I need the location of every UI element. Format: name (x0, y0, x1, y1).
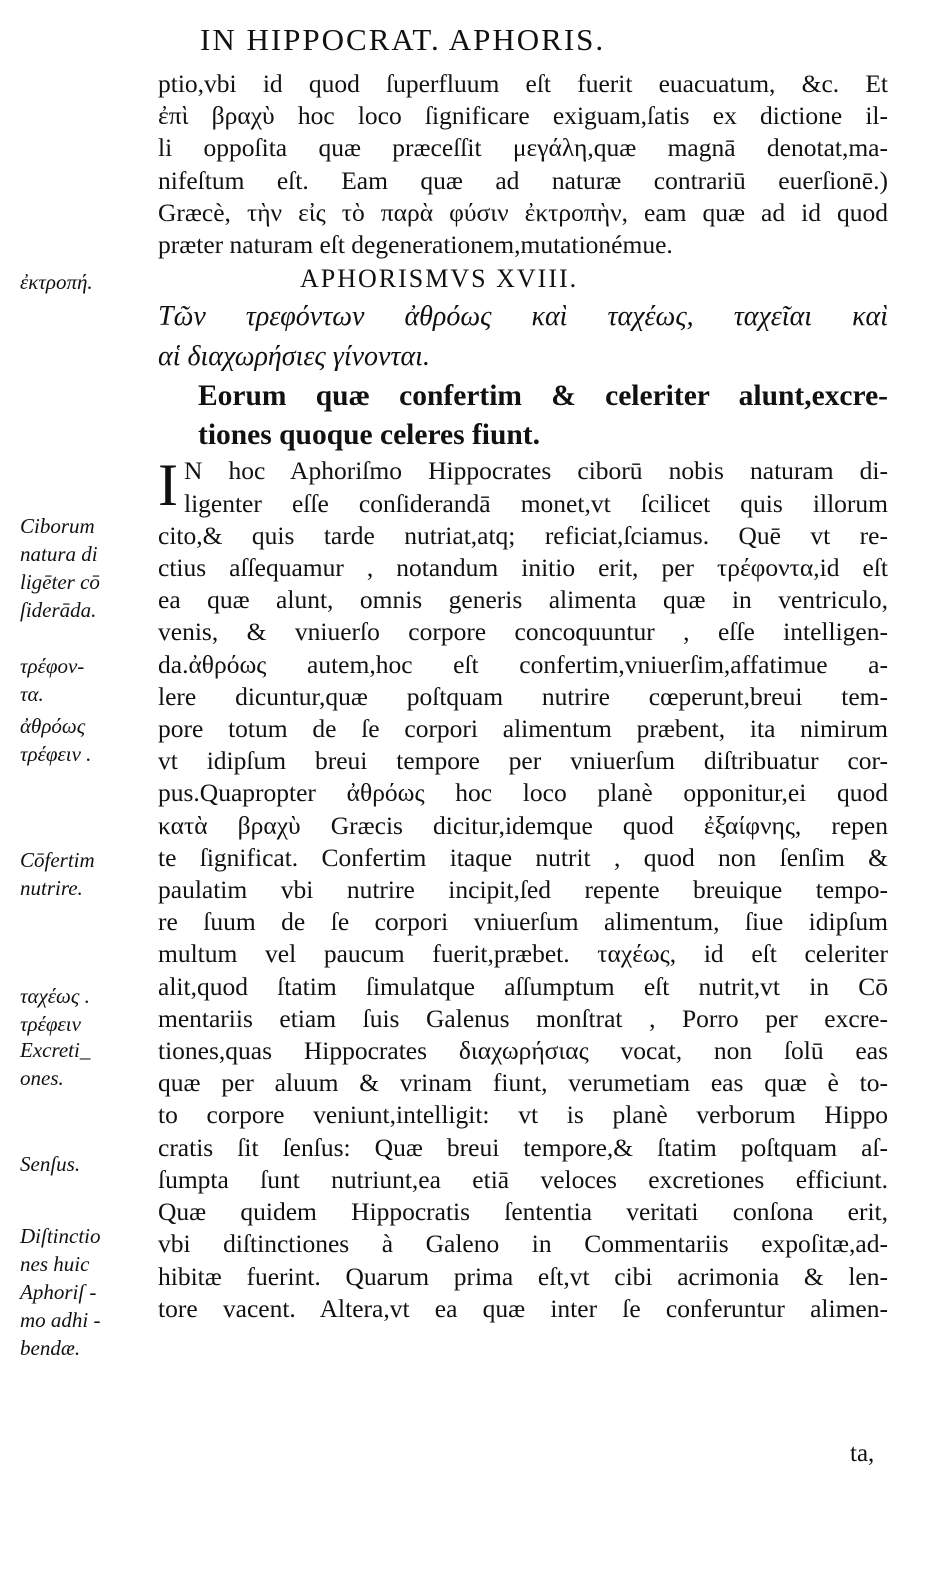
margin-line: Excreti_ (20, 1038, 91, 1062)
text-line: ea quæ alunt, omnis generis alimenta quæ in ventriculo, (158, 585, 888, 615)
text-line: hibitæ fuerint. Quarum prima eſt,vt cibi acrimonia & len- (158, 1261, 888, 1291)
latin-aphorism (198, 377, 888, 455)
text-line: li oppoſita quæ præceſſit μεγάλη,quæ magnā denotat,ma- (158, 133, 888, 163)
text-line: N hoc Aphoriſmo Hippocrates ciborū nobis naturam di- (183, 456, 888, 486)
greek-aphorism-line: Τῶν τρεφόντων ἀθρόως καὶ ταχέως, ταχεῖαι καὶ (158, 301, 888, 333)
text-line: pore totum de ſe corpori alimentum præbent, ita nimirum (158, 714, 888, 744)
running-header: IN HIPPOCRAT. APHORIS. (200, 22, 606, 57)
margin-note-athroos (20, 712, 150, 768)
text-line: Quæ quidem Hippocratis ſententia veritati conſona erit, (158, 1197, 888, 1227)
latin-aphorism-line: Eorum quæ confertim & celeriter alunt,excre- (198, 380, 888, 413)
text-line: præter naturam eſt degenerationem,mutationémue. (158, 230, 673, 260)
text-line: da.ἀθρόως autem,hoc eſt confertim,vniuerſim,affatimue a- (158, 649, 888, 679)
margin-line: Senſus. (20, 1152, 81, 1176)
margin-note-ektrope (20, 268, 150, 296)
margin-note-distinctiones (20, 1222, 150, 1362)
text-line: ligenter eſſe conſiderandā monet,vt ſcilicet quis illorum (183, 488, 888, 518)
margin-line: Diſtinctio (20, 1224, 101, 1248)
drop-capital: I (158, 452, 178, 519)
greek-aphorism-line: αἱ διαχωρήσιες γίνονται. (158, 341, 430, 373)
text-line: lere dicuntur,quæ poſtquam nutrire cœperunt,breui tem- (158, 681, 888, 711)
text-line: re ſuum de ſe corpori vniuerſum alimentum, ſiue idipſum (158, 907, 888, 937)
margin-line: τα. (20, 682, 44, 706)
margin-note-ciborum (20, 512, 150, 624)
text-line: ἐπὶ βραχὺ hoc loco ſignificare exiguam,ſatis ex dictione il- (158, 101, 888, 131)
text-line: tiones,quas Hippocrates διαχωρήσιας vocat, non ſolū eas (158, 1036, 888, 1066)
margin-note-excretiones (20, 1036, 150, 1092)
text-line: vt idipſum breui tempore per vniuerſum diſtribuatur cor- (158, 746, 888, 776)
margin-line: ταχέως . (20, 984, 90, 1008)
margin-line: ſiderāda. (20, 598, 97, 622)
text-line: quæ per aluum & vrinam fiunt, verumetiam eas quæ è to- (158, 1068, 888, 1098)
margin-note-tacheos (20, 982, 150, 1038)
margin-line: Ciborum (20, 514, 95, 538)
margin-line: Cōfertim (20, 848, 95, 872)
catchword: ta, (850, 1440, 875, 1467)
margin-line: nutrire. (20, 876, 83, 900)
text-line: pus.Quapropter ἀθρόως hoc loco planè opponitur,ei quod (158, 778, 888, 808)
latin-aphorism-line: tiones quoque celeres fiunt. (198, 419, 540, 452)
text-line: multum vel paucum fuerit,præbet. ταχέως, id eſt celeriter (158, 939, 888, 969)
margin-line: τρέφειν (20, 1012, 81, 1036)
text-line: vbi diſtinctiones à Galeno in Commentariis expoſitæ,ad- (158, 1229, 888, 1259)
margin-line: ἀθρόως (20, 714, 86, 738)
margin-line: ones. (20, 1066, 64, 1090)
commentary-paragraph (158, 452, 888, 1324)
text-line: cito,& quis tarde nutriat,atq; reficiat,ſciamus. Quē vt re- (158, 520, 888, 550)
text-line: Græcè, τὴν εἰς τὸ παρὰ φύσιν ἐκτροπὴν, eam quæ ad id quod (158, 197, 888, 227)
margin-line: bendæ. (20, 1336, 81, 1360)
text-line: nifeſtum eſt. Eam quæ ad naturæ contrariū euerſionē.) (158, 165, 888, 195)
main-text-block (158, 68, 888, 1325)
text-line: te ſignificat. Confertim itaque nutrit , quod non ſenſim & (158, 842, 888, 872)
text-line: mentariis etiam ſuis Galenus monſtrat , Porro per excre- (158, 1003, 888, 1033)
margin-line: nes huic (20, 1252, 90, 1276)
margin-line: τρέφειν . (20, 742, 92, 766)
text-line: paulatim vbi nutrire incipit,ſed repente breuique tempo- (158, 875, 888, 905)
text-line: ctius aſſequamur , notandum initio erit, per τρέφοντα,id eſt (158, 553, 888, 583)
text-line: alit,quod ſtatim ſimulatque aſſumptum eſt nutrit,vt in Cō (158, 971, 888, 1001)
margin-line: mo adhi - (20, 1308, 101, 1332)
text-line: to corpore veniunt,intelligit: vt is planè verborum Hippo (158, 1100, 888, 1130)
aphorism-heading: APHORISMVS XVIII. (300, 264, 579, 294)
greek-aphorism (158, 297, 888, 377)
text-line: tore vacent. Altera,vt ea quæ inter ſe conferuntur alimen- (158, 1293, 888, 1323)
text-line: ſumpta ſunt nutriunt,ea etiā veloces excretiones efficiunt. (158, 1164, 888, 1194)
margin-line: ἐκτροπή. (20, 270, 93, 294)
text-line: venis, & vniuerſo corpore concoquuntur , eſſe intelligen- (158, 617, 888, 647)
text-line: κατὰ βραχὺ Græcis dicitur,idemque quod ἐξαίφνης, repen (158, 810, 888, 840)
margin-line: natura di (20, 542, 98, 566)
margin-line: τρέφον- (20, 654, 85, 678)
margin-note-sensus (20, 1150, 150, 1178)
intro-paragraph (158, 68, 888, 261)
margin-note-trephonta (20, 652, 150, 708)
margin-line: ligēter cō (20, 570, 100, 594)
text-line: ptio,vbi id quod ſuperfluum eſt fuerit euacuatum, &c. Et (158, 69, 888, 98)
text-line: cratis ſit ſenſus: Quæ breui tempore,& ſtatim poſtquam aſ- (158, 1132, 888, 1162)
margin-line: Aphoriſ - (20, 1280, 97, 1304)
margin-note-confertim (20, 846, 150, 902)
